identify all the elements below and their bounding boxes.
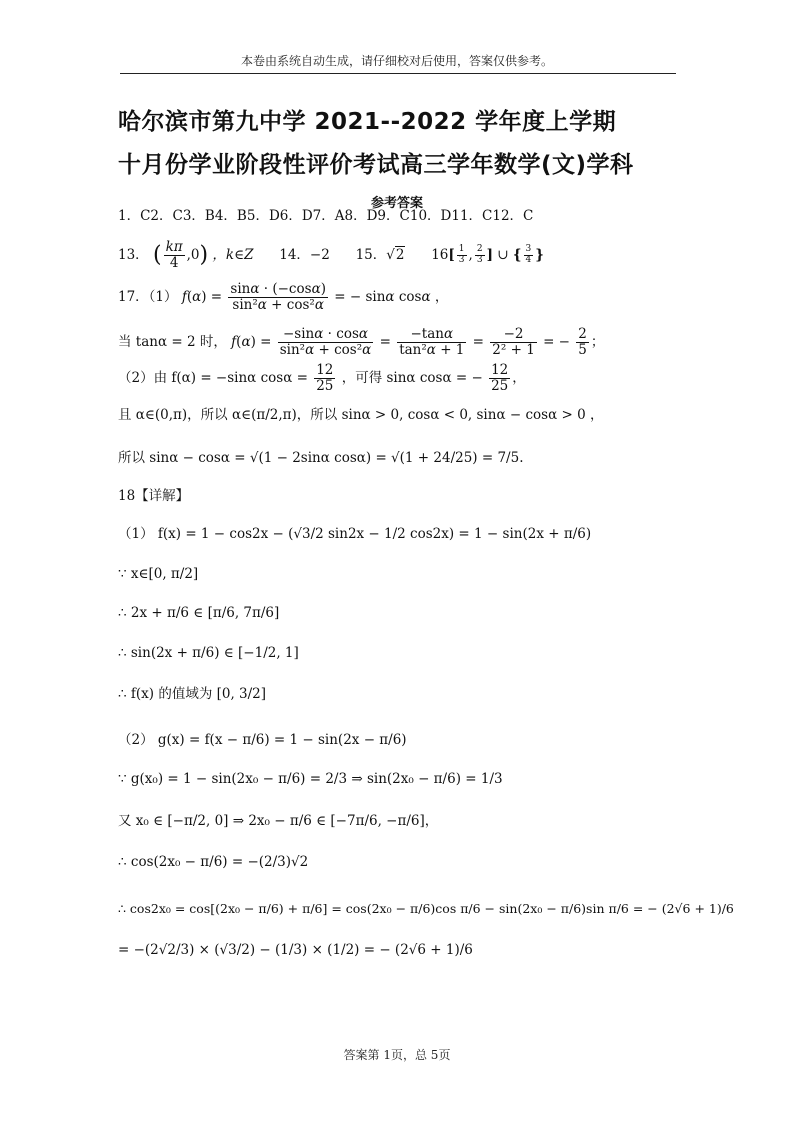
q13-label: 13．	[118, 246, 149, 263]
q18-p8: 又 x₀ ∈ [−π/2, 0] ⇒ 2x₀ − π/6 ∈ [−7π/6, −π/6]，	[118, 813, 439, 829]
title-line-1: 哈尔滨市第九中学 2021--2022 学年度上学期	[118, 109, 617, 135]
q18-label: 18【详解】	[118, 488, 190, 504]
subtitle: 参考答案	[370, 196, 423, 211]
q18-p11: = −(2√2/3) × (√3/2) − (1/3) × (1/2) = − (2√6 + 1)/6	[118, 942, 473, 958]
q17-line2-prefix: 当 tanα = 2 时，	[118, 333, 227, 350]
q18-p5: ∴ f(x) 的值域为 [0, 3/2]	[118, 686, 267, 702]
q18-p4: ∴ sin(2x + π/6) ∈ [−1/2, 1]	[118, 645, 299, 661]
header-note: 本卷由系统自动生成，请仔细校对后使用，答案仅供参考。	[240, 54, 553, 68]
q17-line-5: 所以 sinα − cosα = √(1 − 2sinα cosα) = √(1 + 24/25) = 7/5.	[118, 450, 524, 466]
fill-blank-row: 13． ( $\frac{k\pi}{4}$ ,0) ，k∈Z 14．−2 15．√2 16[ $\frac{1}{3}$ , $\frac{2}{3}$ ] ∪ { $\frac{3}{4}$ }	[118, 239, 544, 271]
q18-p3: ∴ 2x + π/6 ∈ [π/6, 7π/6]	[118, 605, 280, 621]
q18-p2: ∵ x∈[0, π/2]	[118, 566, 199, 582]
q18-p10: ∴ cos2x₀ = cos[(2x₀ − π/6) + π/6] = cos(2x₀ − π/6)cos π/6 − sin(2x₀ − π/6)sin π/6 = − (2√6 + 1)/6	[118, 901, 734, 916]
q17-line3-mid: ，可得 sinα cosα = −	[341, 369, 483, 386]
q13-set: ，k∈Z	[212, 246, 254, 263]
q18-p7: ∵ g(x₀) = 1 − sin(2x₀ − π/6) = 2/3 ⇒ sin(2x₀ − π/6) = 1/3	[118, 771, 503, 787]
q15: 15．	[355, 246, 387, 263]
q18-p9: ∴ cos(2x₀ − π/6) = −(2/3)√2	[118, 854, 309, 870]
q17-line-1: 17．（1） f(α) = $\frac{\sin\alpha \cdot (-\cos\alpha)}{\text{sin²α + cos²α}}$ = − sinα cosα ，	[118, 281, 449, 313]
q17-line3-prefix: （2）由 f(α) = −sinα cosα =	[118, 369, 313, 386]
q18-p6: （2） g(x) = f(x − π/6) = 1 − sin(2x − π/6)	[118, 732, 407, 748]
q17-line-4: 且 α∈(0,π)，所以 α∈(π/2,π)，所以 sinα > 0, cosα < 0, sinα − cosα > 0 ，	[118, 407, 604, 423]
page-footer: 答案第 1页，总 5页	[343, 1048, 451, 1062]
mc-answers: 1．C2．C3．B4．B5．D6．D7．A8．D9．C10．D11．C12．C	[118, 208, 534, 224]
q16: 16	[431, 246, 449, 263]
q14: 14．−2	[279, 246, 330, 263]
title-line-2: 十月份学业阶段性评价考试高三学年数学(文)学科	[118, 152, 634, 178]
q18-p1: （1） f(x) = 1 − cos2x − (√3/2 sin2x − 1/2 cos2x) = 1 − sin(2x + π/6)	[118, 526, 592, 542]
header-rule	[120, 73, 676, 74]
q17-line-2: 当 tanα = 2 时， f(α) = $\frac{-\sin\alpha \cdot \cos\alpha}{\text{sin²α + cos²α}}$ = $\frac{-\tan\alpha}{\text{tan²α + 1}}$ = $\frac{-2}{\text{2² + 1}}$ = − $\frac{2}{5}$ ；	[118, 326, 605, 358]
q17-label: 17．（1）	[118, 288, 178, 305]
q17-line-3: （2）由 f(α) = −sinα cosα = $\frac{12}{25}$ ，可得 sinα cosα = − $\frac{12}{25}$ ，	[118, 362, 526, 394]
